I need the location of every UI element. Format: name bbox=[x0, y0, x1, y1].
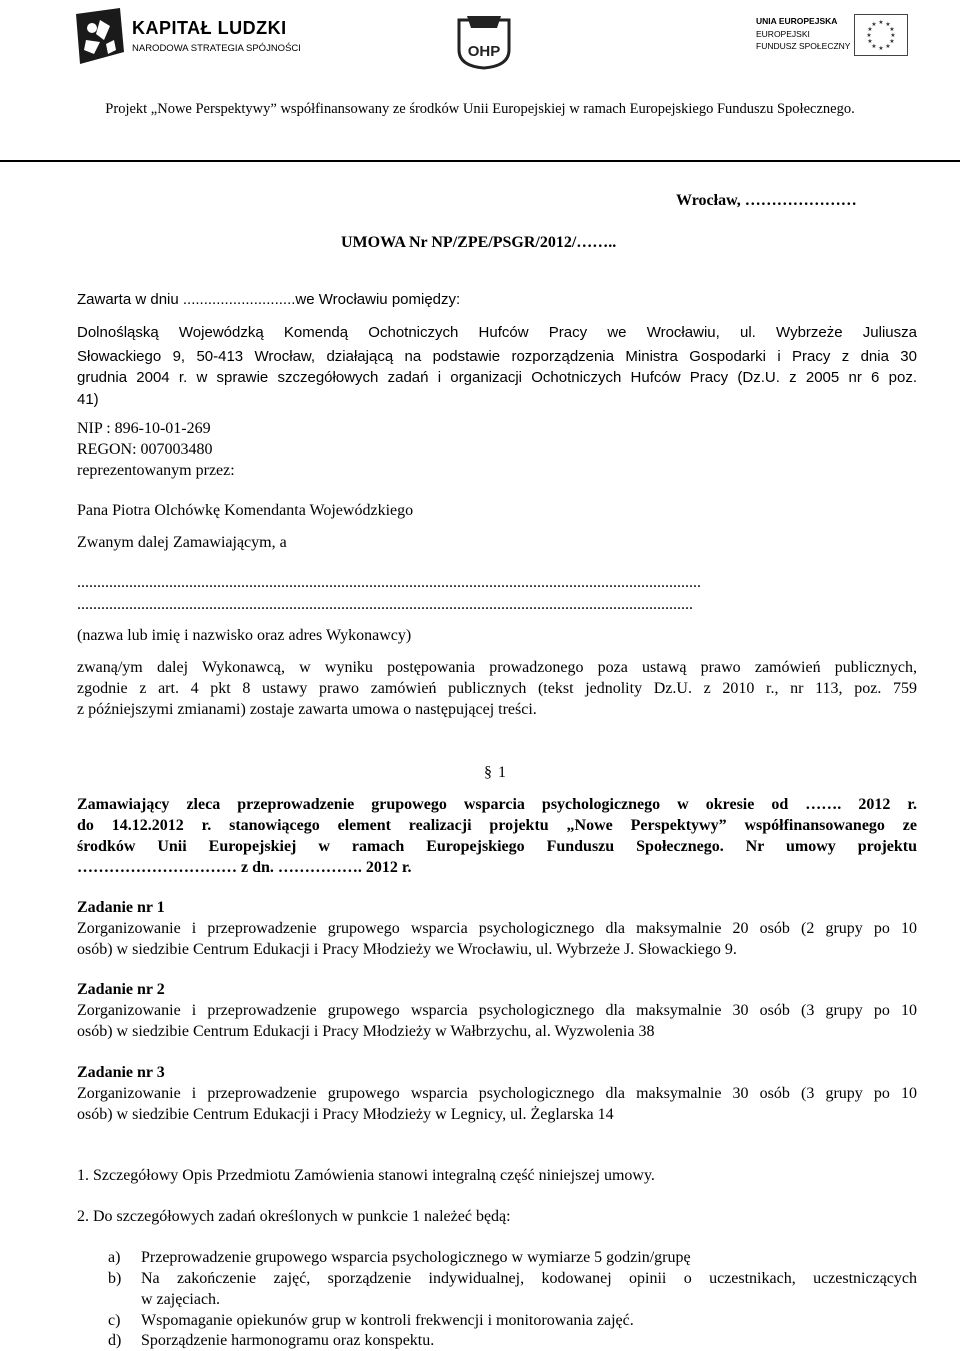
kapital-ludzki-title: KAPITAŁ LUDZKI bbox=[132, 18, 287, 38]
ohp-logo bbox=[453, 12, 515, 70]
project-funding-line: Projekt „Nowe Perspektywy” współfinansowany ze środków Unii Europejskiej w ramach Europejskiego Funduszu Społecznego. bbox=[105, 101, 855, 117]
list-marker: b) bbox=[108, 1270, 122, 1287]
section1-line: do 14.12.2012 r. stanowiącego element realizacji projektu „Nowe Perspektywy” współfinansowanego ze bbox=[77, 817, 917, 834]
kapital-ludzki-emblem-icon bbox=[70, 6, 126, 66]
section-symbol: § bbox=[484, 764, 492, 781]
list-marker: d) bbox=[108, 1332, 122, 1349]
svg-text:★: ★ bbox=[867, 38, 873, 45]
contractor-line: z późniejszymi zmianami) zostaje zawarta umowa o następującej treści. bbox=[77, 701, 537, 718]
party1-line: Dolnośląską Wojewódzką Komendą Ochotniczych Hufców Pracy we Wrocławiu, ul. Wybrzeże Juliusza bbox=[77, 324, 917, 341]
kapital-ludzki-subtitle: NARODOWA STRATEGIA SPÓJNOŚCI bbox=[132, 43, 301, 54]
svg-text:★: ★ bbox=[889, 26, 895, 33]
svg-text:★: ★ bbox=[866, 32, 872, 39]
represented-by: reprezentowanym przez: bbox=[77, 462, 235, 479]
list-item: Sporządzenie harmonogramu oraz konspektu. bbox=[141, 1332, 435, 1349]
contractor-line: zgodnie z art. 4 pkt 8 ustawy prawo zamówień publicznych (tekst jednolity Dz.U. z 2010 r., nr 113, poz. 759 bbox=[77, 680, 917, 697]
task-line: Zorganizowanie i przeprowadzenie grupowego wsparcia psychologicznego dla maksymalnie 30 osób (3 grupy po 10 bbox=[77, 1085, 917, 1102]
svg-text:★: ★ bbox=[878, 45, 884, 52]
party1-line: Słowackiego 9, 50-413 Wrocław, działającą na podstawie rozporządzenia Ministra Gospodarki i Pracy z dnia 30 bbox=[77, 348, 917, 365]
task-line: osób) w siedzibie Centrum Edukacji i Pracy Młodzieży we Wrocławiu, ul. Wybrzeże J. Słowackiego 9. bbox=[77, 941, 737, 958]
header-divider bbox=[0, 160, 960, 162]
task-title: Zadanie nr 1 bbox=[77, 899, 165, 916]
list-item: Wspomaganie opiekunów grup w kontroli frekwencji i monitorowania zajęć. bbox=[141, 1312, 634, 1329]
contractor-dots: .......................................................................................................................................................... bbox=[77, 596, 693, 613]
contractor-line: zwaną/ym dalej Wykonawcą, w wyniku postępowania prowadzonego poza ustawą prawo zamówień publicznych, bbox=[77, 659, 917, 676]
task-title: Zadanie nr 3 bbox=[77, 1064, 165, 1081]
list-item: Przeprowadzenie grupowego wsparcia psychologicznego w wymiarze 5 godzin/grupę bbox=[141, 1249, 691, 1266]
regon: REGON: 007003480 bbox=[77, 441, 213, 458]
contractor-dots: ............................................................................................................................................................ bbox=[77, 574, 701, 591]
point-1: 1. Szczegółowy Opis Przedmiotu Zamówienia stanowi integralną część niniejszej umowy. bbox=[77, 1167, 655, 1184]
svg-text:★: ★ bbox=[871, 21, 877, 28]
place-date: Wrocław, ………………… bbox=[676, 192, 857, 209]
section-number: 1 bbox=[498, 764, 506, 781]
task-line: Zorganizowanie i przeprowadzenie grupowego wsparcia psychologicznego dla maksymalnie 20 osób (2 grupy po 10 bbox=[77, 920, 917, 937]
eu-logo-line1: UNIA EUROPEJSKA bbox=[756, 16, 838, 26]
nip: NIP : 896-10-01-269 bbox=[77, 420, 211, 437]
task-line: Zorganizowanie i przeprowadzenie grupowego wsparcia psychologicznego dla maksymalnie 30 osób (3 grupy po 10 bbox=[77, 1002, 917, 1019]
point-2: 2. Do szczegółowych zadań określonych w punkcie 1 należeć będą: bbox=[77, 1208, 511, 1225]
ohp-logo-text: OHP bbox=[467, 43, 501, 60]
party1-line: 41) bbox=[77, 391, 99, 408]
svg-text:★: ★ bbox=[878, 19, 884, 26]
list-marker: c) bbox=[108, 1312, 121, 1329]
list-marker: a) bbox=[108, 1249, 121, 1266]
task-title: Zadanie nr 2 bbox=[77, 981, 165, 998]
section1-line: środków Unii Europejskiej w ramach Europejskiego Funduszu Społecznego. Nr umowy projektu bbox=[77, 838, 917, 855]
svg-text:★: ★ bbox=[871, 43, 877, 50]
list-item-continuation: w zajęciach. bbox=[141, 1291, 221, 1308]
section1-line: ………………………… z dn. ……………. 2012 r. bbox=[77, 859, 412, 876]
contract-title: UMOWA Nr NP/ZPE/PSGR/2012/…….. bbox=[341, 234, 617, 251]
concluded-on: Zawarta w dniu ...........................we Wrocławiu pomiędzy: bbox=[77, 291, 461, 308]
svg-text:★: ★ bbox=[885, 21, 891, 28]
eu-logo-line3: FUNDUSZ SPOŁECZNY bbox=[756, 41, 851, 51]
svg-text:★: ★ bbox=[867, 26, 873, 33]
representative: Pana Piotra Olchówkę Komendanta Wojewódzkiego bbox=[77, 502, 414, 519]
called-party1: Zwanym dalej Zamawiającym, a bbox=[77, 534, 287, 551]
contractor-hint: (nazwa lub imię i nazwisko oraz adres Wykonawcy) bbox=[77, 627, 412, 644]
section1-line: Zamawiający zleca przeprowadzenie grupowego wsparcia psychologicznego w okresie od ……. 2012 r. bbox=[77, 796, 917, 813]
svg-text:★: ★ bbox=[889, 38, 895, 45]
ohp-emblem-icon bbox=[453, 12, 515, 70]
svg-text:★: ★ bbox=[885, 43, 891, 50]
list-item: Na zakończenie zajęć, sporządzenie indywidualnej, kodowanej opinii o uczestnikach, uczestniczących bbox=[141, 1270, 917, 1287]
party1-line: grudnia 2004 r. w sprawie szczegółowych zadań i organizacji Ochotniczych Hufców Pracy (Dz.U. z 2005 nr 6 poz. bbox=[77, 369, 917, 386]
kapital-ludzki-logo bbox=[70, 6, 301, 66]
eu-flag-icon bbox=[854, 14, 908, 56]
task-line: osób) w siedzibie Centrum Edukacji i Pracy Młodzieży w Wałbrzychu, al. Wyzwolenia 38 bbox=[77, 1023, 655, 1040]
svg-text:★: ★ bbox=[890, 32, 896, 39]
eu-logo bbox=[756, 14, 910, 58]
task-line: osób) w siedzibie Centrum Edukacji i Pracy Młodzieży w Legnicy, ul. Żeglarska 14 bbox=[77, 1106, 614, 1123]
eu-logo-line2: EUROPEJSKI bbox=[756, 29, 810, 39]
